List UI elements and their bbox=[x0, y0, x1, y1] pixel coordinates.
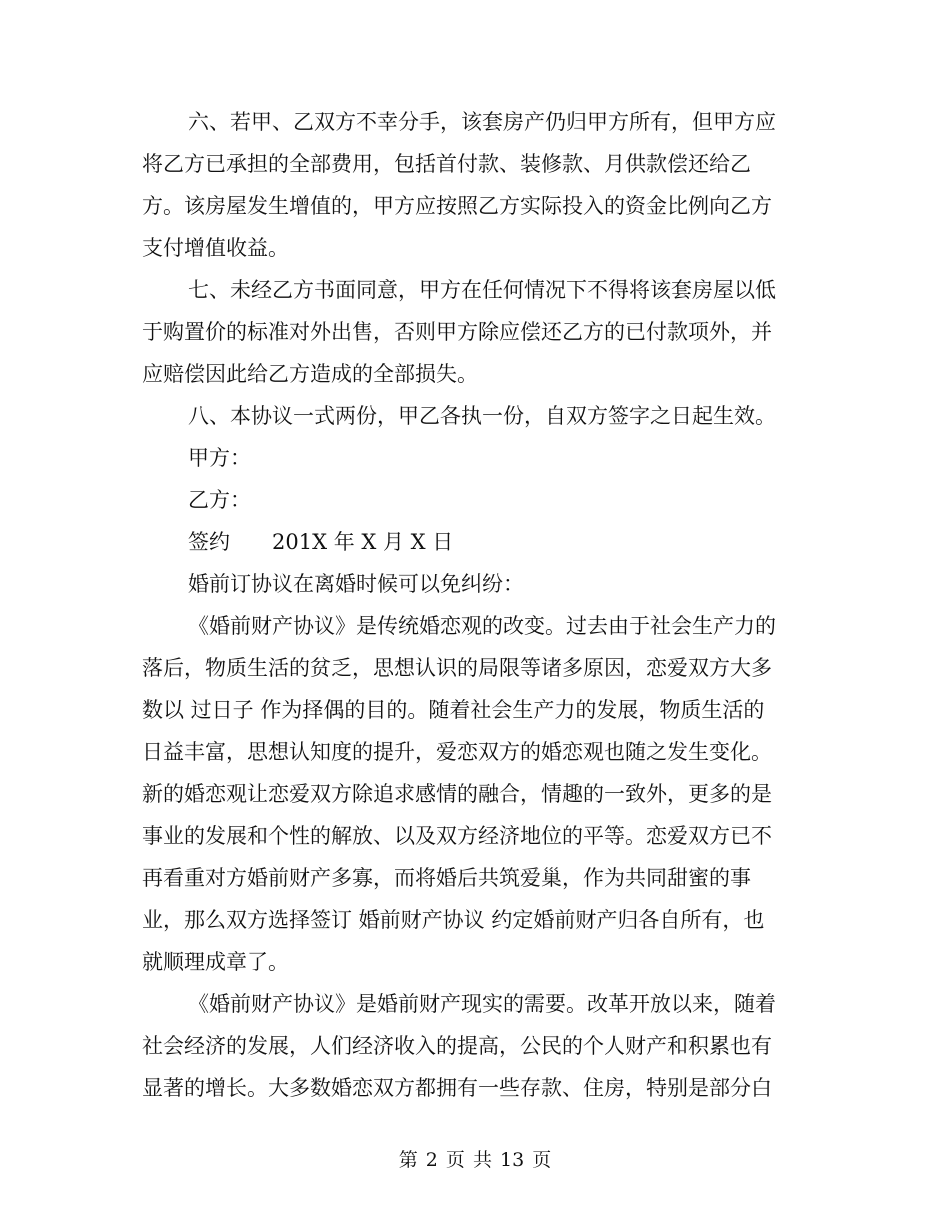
signing-label: 签约 bbox=[188, 530, 230, 554]
essay-p1-line-4: 日益丰富，思想认知度的提升，爱恋双方的婚恋观也随之发生变化。 bbox=[142, 740, 772, 764]
signing-date: 201X 年 X 月 X 日 bbox=[272, 530, 454, 554]
clause-7-line-1: 七、未经乙方书面同意，甲方在任何情况下不得将该套房屋以低 bbox=[188, 278, 776, 302]
clause-7-line-2: 于购置价的标准对外出售，否则甲方除应偿还乙方的已付款项外，并 bbox=[142, 320, 772, 344]
clause-6-line-4: 支付增值收益。 bbox=[142, 236, 289, 260]
essay-p1-line-8: 业，那么双方选择签订 婚前财产协议 约定婚前财产归各自所有，也 bbox=[142, 908, 765, 932]
clause-8-line-1: 八、本协议一式两份，甲乙各执一份，自双方签字之日起生效。 bbox=[188, 404, 776, 428]
clause-7-line-3: 应赔偿因此给乙方造成的全部损失。 bbox=[142, 362, 478, 386]
essay-p2-line-1: 《婚前财产协议》是婚前财产现实的需要。改革开放以来，随着 bbox=[188, 992, 776, 1016]
essay-p1-line-2: 落后，物质生活的贫乏，思想认识的局限等诸多原因，恋爱双方大多 bbox=[142, 656, 772, 680]
essay-p1-line-5: 新的婚恋观让恋爱双方除追求感情的融合，情趣的一致外，更多的是 bbox=[142, 782, 772, 806]
essay-p1-line-1: 《婚前财产协议》是传统婚恋观的改变。过去由于社会生产力的 bbox=[188, 614, 776, 638]
clause-6-line-1: 六、若甲、乙双方不幸分手，该套房产仍归甲方所有，但甲方应 bbox=[188, 110, 776, 134]
page-footer: 第 2 页 共 13 页 bbox=[398, 1149, 552, 1171]
party-b-label: 乙方： bbox=[188, 488, 251, 512]
essay-p2-line-2: 社会经济的发展，人们经济收入的提高，公民的个人财产和积累也有 bbox=[142, 1034, 772, 1058]
signing-line bbox=[142, 521, 794, 563]
essay-p2-line-3: 显著的增长。大多数婚恋双方都拥有一些存款、住房，特别是部分白 bbox=[142, 1076, 772, 1100]
clause-6-line-3: 方。该房屋发生增值的，甲方应按照乙方实际投入的资金比例向乙方 bbox=[142, 194, 772, 218]
essay-p1-line-9: 就顺理成章了。 bbox=[142, 950, 289, 974]
party-a-label: 甲方： bbox=[188, 446, 251, 470]
essay-p1-line-7: 再看重对方婚前财产多寡，而将婚后共筑爱巢，作为共同甜蜜的事 bbox=[142, 866, 751, 890]
document-body bbox=[142, 101, 794, 1109]
essay-p1-line-6: 事业的发展和个性的解放、以及双方经济地位的平等。恋爱双方已不 bbox=[142, 824, 772, 848]
clause-6-line-2: 将乙方已承担的全部费用，包括首付款、装修款、月供款偿还给乙 bbox=[142, 152, 751, 176]
essay-p1-line-3: 数以 过日子 作为择偶的目的。随着社会生产力的发展，物质生活的 bbox=[142, 698, 765, 722]
section-heading: 婚前订协议在离婚时候可以免纠纷： bbox=[188, 572, 524, 596]
